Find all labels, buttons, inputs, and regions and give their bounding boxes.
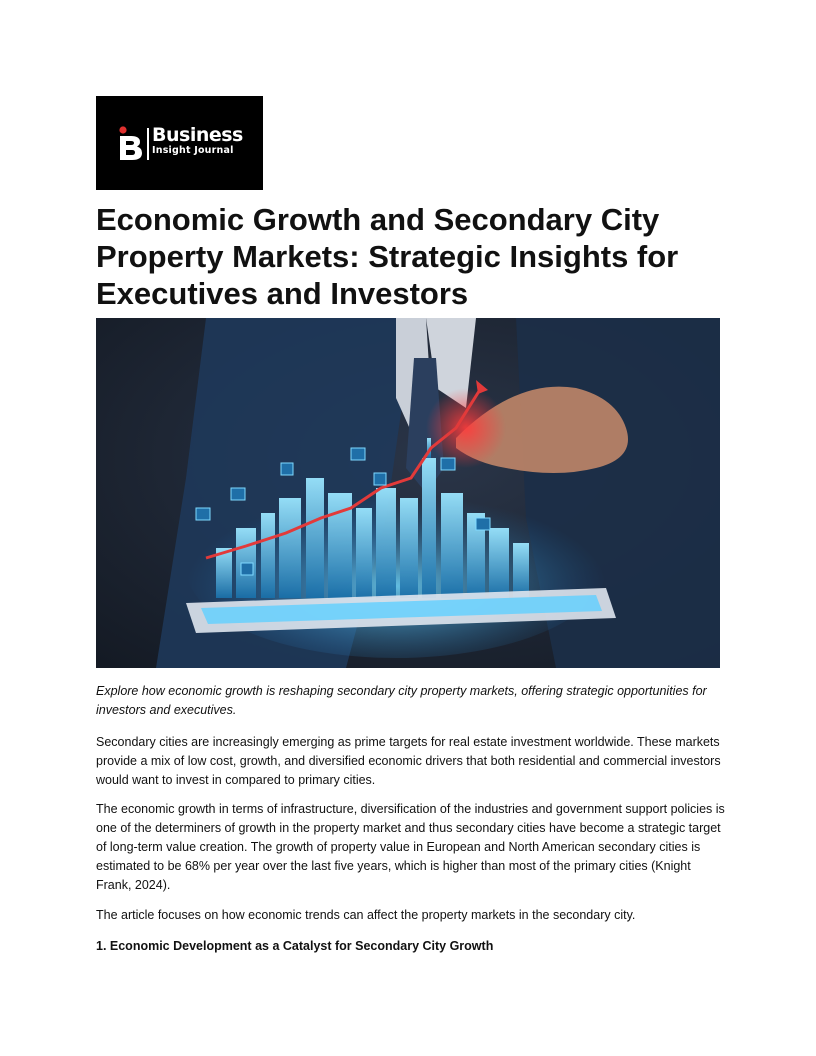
paragraph-intro: Secondary cities are increasingly emerging as prime targets for real estate investment worldwide. These markets provide a mix of low cost, growth, and diversified economic drivers that both residential and commercial investors would want to invest in compared to primary cities. — [96, 735, 721, 787]
section-heading: 1. Economic Development as a Catalyst for Secondary City Growth — [96, 939, 494, 953]
logo-mark-icon — [118, 126, 144, 160]
logo-wordmark: Business — [152, 124, 243, 146]
logo-divider — [147, 128, 149, 160]
hero-image — [96, 318, 720, 668]
article-subtitle: Explore how economic growth is reshaping secondary city property markets, offering strategic opportunities for investors and executives. — [96, 684, 707, 717]
logo-tagline: Insight Journal — [152, 145, 234, 156]
publication-logo[interactable] — [96, 96, 263, 190]
paragraph-growth: The economic growth in terms of infrastructure, diversification of the industries and government support policies is one of the determiners of growth in the property market and thus secondary cities have become a strategic target of long-term value creation. The growth of property value in European and North American secondary cities is estimated to be 68% per year over the last five years, which is higher than most of the primary cities (Knight Frank, 2024). — [96, 802, 725, 892]
article-title: Economic Growth and Secondary City Property Markets: Strategic Insights for Executives and Investors — [96, 202, 679, 311]
paragraph-focus: The article focuses on how economic trends can affect the property markets in the secondary city. — [96, 908, 636, 922]
